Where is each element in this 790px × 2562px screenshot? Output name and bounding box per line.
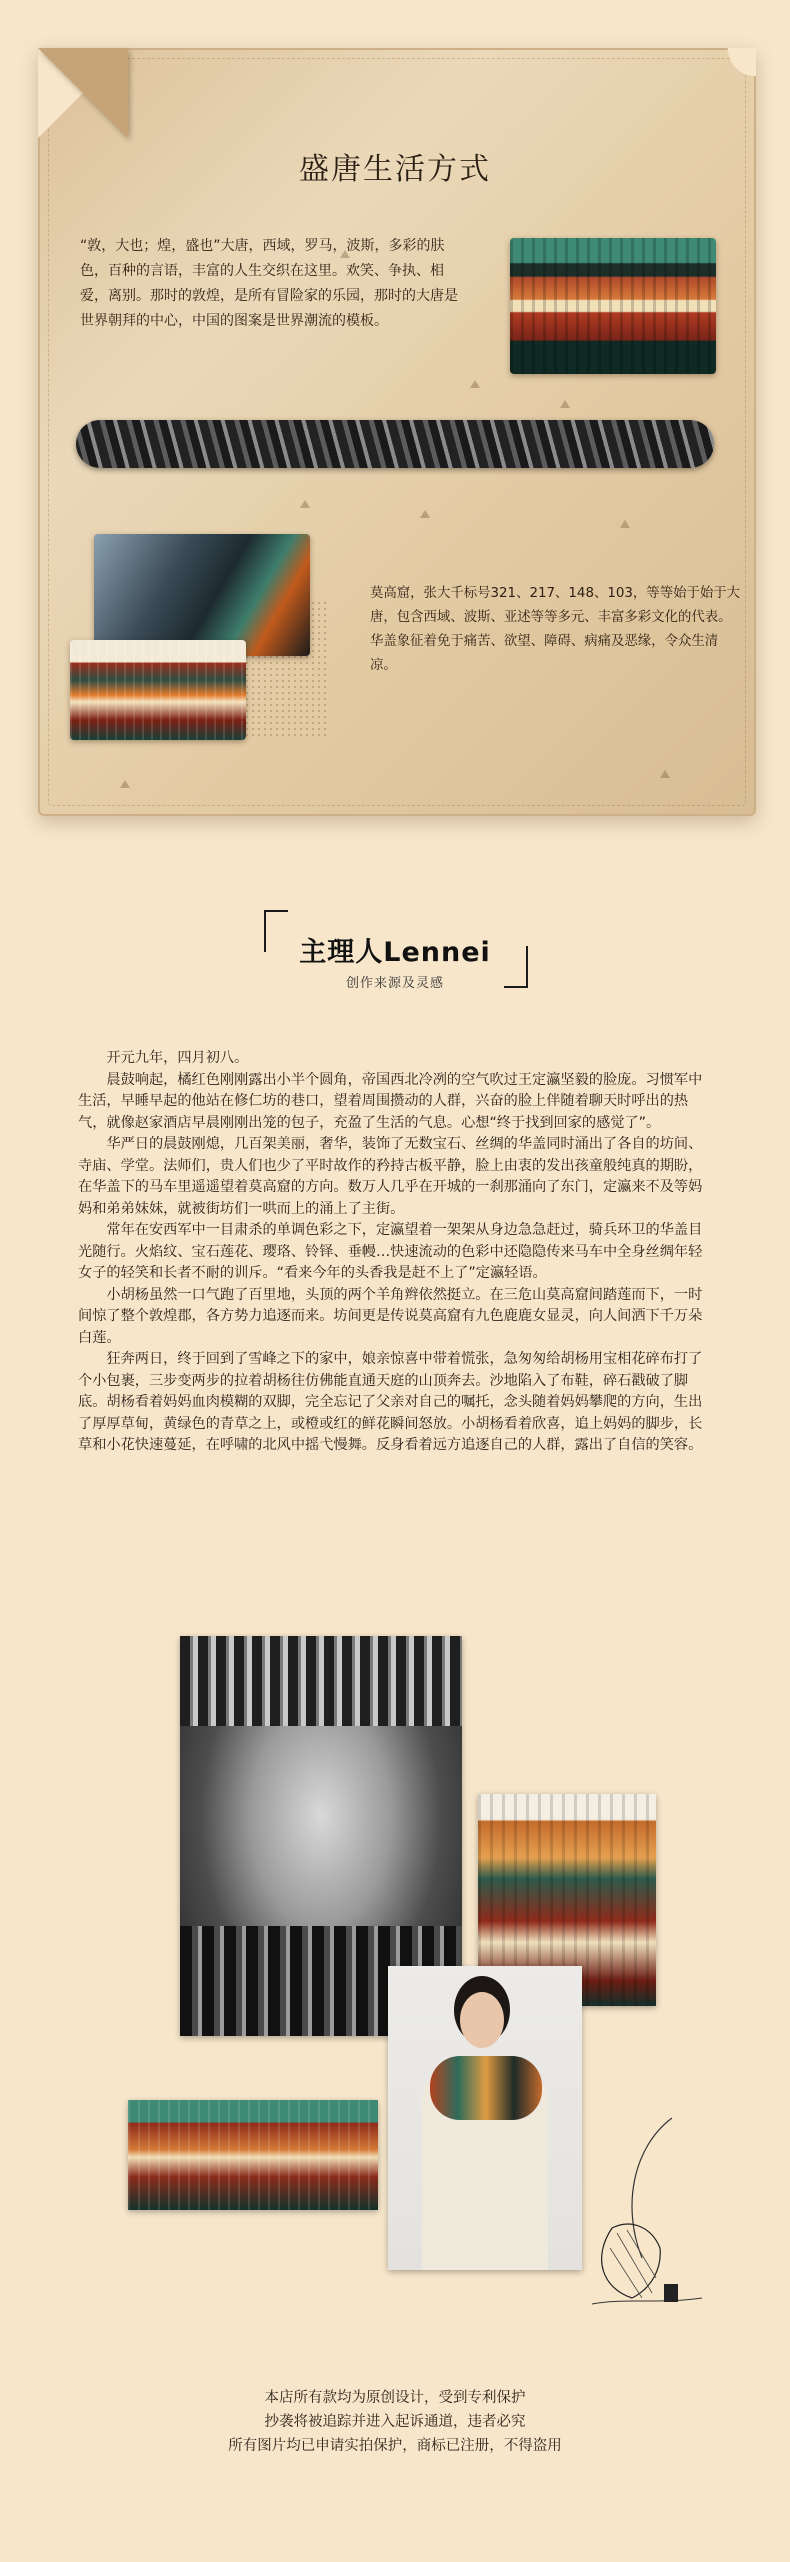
quill-pen-icon: [572, 2108, 712, 2308]
cave-text-2: 华盖象征着免于痛苦、欲望、障碍、病痛及恶缘，令众生清凉。: [370, 634, 719, 673]
footer-line: 抄袭将被追踪并进入起诉通道，违者必究: [264, 2414, 526, 2430]
cave-text-1: 莫高窟，张大千标号321、217、148、103，等等始于始于大唐，包含西域、波斯、亚述等等多元、丰富多彩文化的代表。: [370, 586, 741, 625]
decor-triangle: [420, 510, 430, 518]
designer-subtitle: 创作来源及灵感: [345, 976, 444, 991]
story-paragraph: 华严日的晨鼓刚熄，几百架美丽，奢华，装饰了无数宝石、丝绸的华盖同时涌出了各自的坊间、寺庙、学堂。法师们，贵人们也少了平时故作的矜持古板平静，脸上由衷的发出孩童般纯真的期盼，在华盖下的马车里遥遥望着莫高窟的方向。数万人几乎在开城的一刹那涌向了东门，定瀛来不及等妈妈和弟弟妹妹，就被街坊们一哄而上的涌上了主街。: [78, 1136, 703, 1217]
decor-triangle: [120, 780, 130, 788]
decor-triangle: [660, 770, 670, 778]
footer-line: 本店所有款均为原创设计，受到专利保护: [264, 2390, 526, 2406]
copyright-notice: [0, 2386, 790, 2458]
story-paragraph: 小胡杨虽然一口气跑了百里地，头顶的两个羊角辫依然挺立。在三危山莫高窟间踏莲而下，一时间惊了整个敦煌郡，各方势力追逐而来。坊间更是传说莫高窟有九色鹿鹿女显灵，向人间洒下千万朵白莲。: [78, 1286, 703, 1346]
story-paragraph: 常年在安西军中一目肃杀的单调色彩之下，定瀛望着一架架从身边急急赶过，骑兵环卫的华盖目光随行。火焰纹、宝石莲花、璎珞、铃铎、垂幔…快速流动的色彩中还隐隐传来马车中全身丝绸年轻女子的轻笑和长者不耐的训斥。“看来今年的头香我是赶不上了”定瀛轻语。: [78, 1222, 703, 1281]
designer-title: 主理人Lennei: [299, 937, 491, 968]
canopy-pattern-image: [70, 640, 246, 740]
story-paragraph: 狂奔两日，终于回到了雪峰之下的家中，娘亲惊喜中带着慌张，急匆匆给胡杨用宝相花碎布打了个小包裹，三步变两步的拉着胡杨往仿佛能直通天庭的山顶奔去。沙地陷入了布鞋，碎石戳破了脚底。胡杨看着妈妈血肉模糊的双脚，完全忘记了父亲对自己的嘱托，念头随着妈妈攀爬的方向，生出了厚厚草甸，黄绿色的青草之上，或橙或红的鲜花瞬间怒放。小胡杨看着欣喜，追上妈妈的脚步，长草和小花快速蔓延，在呼啸的北风中摇弋慢舞。反身看着远方追逐自己的人群，露出了自信的笑容。: [78, 1351, 703, 1453]
footer-line: 所有图片均已申请实拍保护，商标已注册，不得盗用: [228, 2438, 562, 2454]
intro-paragraph: “敦，大也；煌，盛也”大唐，西域，罗马，波斯，多彩的肤色，百种的言语，丰富的人生交织在这里。欢笑、争执、相爱，离别。那时的敦煌，是所有冒险家的乐园，那时的大唐是世界朝拜的中心，中国的图案是世界潮流的模板。: [80, 238, 458, 329]
story-paragraph: 开元九年，四月初八。: [106, 1050, 249, 1066]
decor-triangle: [470, 380, 480, 388]
decor-triangle: [300, 500, 310, 508]
scarf-closeup-image: [94, 534, 310, 656]
model-scarf: [430, 2056, 542, 2120]
page-curl: [38, 48, 128, 138]
scarf-strip-image: [76, 420, 714, 468]
burnt-corner: [720, 48, 756, 84]
model-photo: [388, 1966, 582, 2270]
story-text: [78, 1048, 714, 1457]
cave-description: [370, 582, 742, 678]
dunhuang-pattern-image: [510, 238, 716, 374]
canopy-strip-image: [128, 2100, 378, 2210]
story-paragraph: 晨鼓响起，橘红色刚刚露出小半个圆角，帝国西北冷冽的空气吹过王定瀛坚毅的脸庞。习惯军中生活，早睡早起的他站在修仁坊的巷口，望着周围攒动的人群，兴奋的脸上伴随着聊天时呼出的热气，就像赵家酒店早晨刚刚出笼的包子，充盈了生活的气息。心想“终于找到回家的感觉了”。: [78, 1071, 703, 1131]
section-title: 盛唐生活方式: [299, 153, 491, 186]
decor-triangle: [620, 520, 630, 528]
decor-triangle: [560, 400, 570, 408]
model-head: [460, 1992, 504, 2048]
